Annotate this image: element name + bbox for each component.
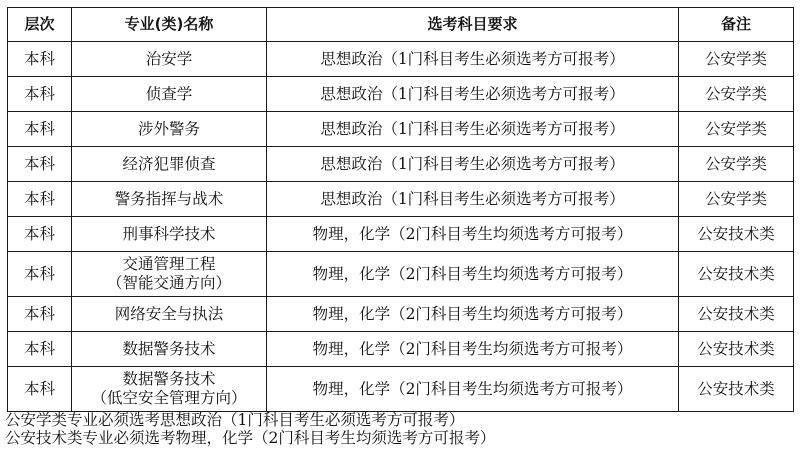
major-direction: （低空安全管理方向） (91, 389, 247, 407)
document (7, 7, 793, 412)
header-major-name: 专业(类)名称 (72, 8, 267, 42)
cell-level: 本科 (8, 147, 72, 182)
cell-level: 本科 (8, 112, 72, 147)
cell-major (72, 77, 267, 112)
table-row (8, 297, 794, 332)
cell-major (72, 252, 267, 297)
cell-remark: 公安学类 (679, 182, 794, 217)
table-row (8, 252, 794, 297)
cell-level: 本科 (8, 182, 72, 217)
cell-level: 本科 (8, 252, 72, 297)
major-direction: （智能交通方向） (106, 274, 231, 292)
cell-major (72, 332, 267, 367)
cell-level: 本科 (8, 367, 72, 412)
cell-requirement: 思想政治（1门科目考生必须选考方可报考） (267, 42, 679, 77)
cell-major (72, 112, 267, 147)
major-name: 侦查学 (145, 84, 193, 103)
major-name: 数据警务技术 (122, 370, 216, 388)
cell-remark: 公安学类 (679, 77, 794, 112)
table-row (8, 77, 794, 112)
table-row (8, 182, 794, 217)
table-row (8, 147, 794, 182)
table-row (8, 42, 794, 77)
footnote-public-security: 公安学类专业必须选考思想政治（1门科目考生必须选考方可报考） (5, 411, 465, 429)
cell-remark: 公安学类 (679, 42, 794, 77)
subject-requirements-table (7, 7, 794, 412)
cell-level: 本科 (8, 332, 72, 367)
cell-level: 本科 (8, 217, 72, 252)
cell-requirement: 物理，化学（2门科目考生均须选考方可报考） (267, 252, 679, 297)
table-row (8, 112, 794, 147)
cell-major (72, 217, 267, 252)
cell-requirement: 物理，化学（2门科目考生均须选考方可报考） (267, 367, 679, 412)
table-row (8, 332, 794, 367)
cell-level: 本科 (8, 297, 72, 332)
cell-major (72, 42, 267, 77)
cell-remark: 公安学类 (679, 147, 794, 182)
table-row (8, 367, 794, 412)
cell-remark: 公安技术类 (679, 332, 794, 367)
cell-major (72, 147, 267, 182)
footnote-public-security-technology: 公安技术类专业必须选考物理，化学（2门科目考生均须选考方可报考） (5, 429, 496, 447)
cell-requirement: 物理，化学（2门科目考生均须选考方可报考） (267, 297, 679, 332)
header-remark: 备注 (679, 8, 794, 42)
cell-requirement: 思想政治（1门科目考生必须选考方可报考） (267, 77, 679, 112)
cell-level: 本科 (8, 77, 72, 112)
cell-requirement: 物理，化学（2门科目考生均须选考方可报考） (267, 217, 679, 252)
cell-major (72, 297, 267, 332)
major-name: 涉外警务 (137, 119, 200, 138)
major-name: 交通管理工程 (122, 255, 216, 273)
header-level: 层次 (8, 8, 72, 42)
footnotes (5, 411, 495, 447)
cell-remark: 公安学类 (679, 112, 794, 147)
table-row (8, 217, 794, 252)
cell-requirement: 思想政治（1门科目考生必须选考方可报考） (267, 147, 679, 182)
table-header-row (8, 8, 794, 42)
major-name: 数据警务技术 (122, 339, 216, 358)
major-name: 治安学 (145, 49, 193, 68)
cell-major (72, 182, 267, 217)
cell-requirement: 物理，化学（2门科目考生均须选考方可报考） (267, 332, 679, 367)
cell-major (72, 367, 267, 412)
cell-requirement: 思想政治（1门科目考生必须选考方可报考） (267, 182, 679, 217)
cell-level: 本科 (8, 42, 72, 77)
cell-remark: 公安技术类 (679, 217, 794, 252)
major-name: 网络安全与执法 (114, 304, 224, 323)
major-name: 经济犯罪侦查 (122, 154, 216, 173)
cell-remark: 公安技术类 (679, 297, 794, 332)
major-name: 警务指挥与战术 (114, 189, 224, 208)
cell-remark: 公安技术类 (679, 252, 794, 297)
cell-remark: 公安技术类 (679, 367, 794, 412)
header-requirement: 选考科目要求 (267, 8, 679, 42)
cell-requirement: 思想政治（1门科目考生必须选考方可报考） (267, 112, 679, 147)
major-name: 刑事科学技术 (122, 224, 216, 243)
